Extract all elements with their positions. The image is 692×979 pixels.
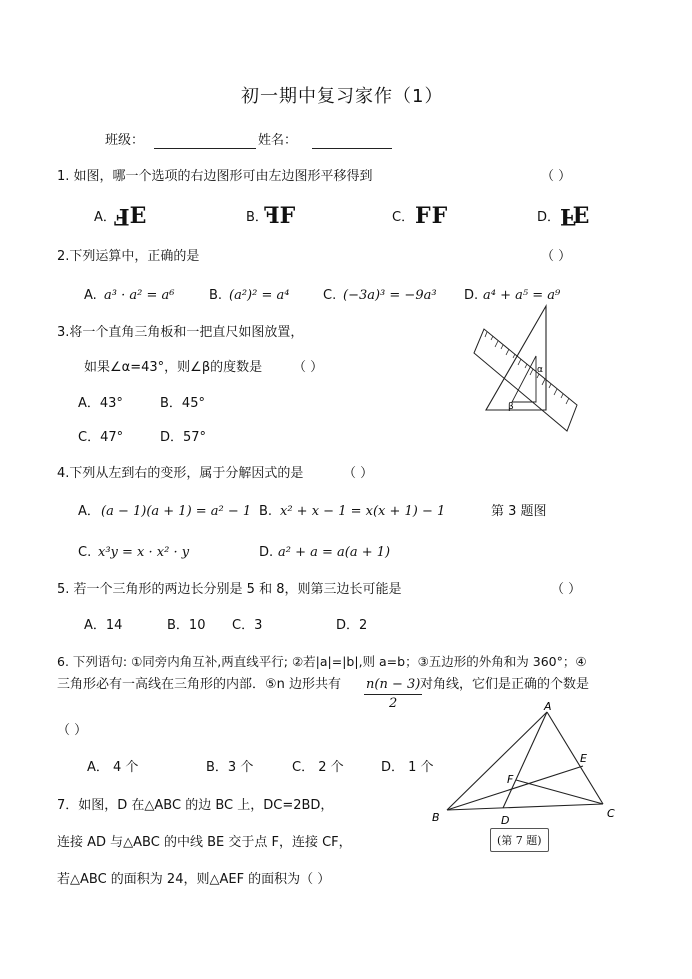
point-e-label: E [580,752,587,765]
q7-line-2: 连接 AD 与△ABC 的中线 BE 交于点 F，连接 CF， [57,835,352,850]
q1-a-e: E [129,203,144,229]
q4-option-b-expr[interactable]: x² + x − 1 = x(x + 1) − 1 [280,504,446,519]
q4-option-d-label: D. [259,545,274,560]
side-bc [447,804,603,810]
q1-text: 1. 如图，哪一个选项的右边图形可由左边图形平移得到 [57,169,373,184]
name-blank[interactable] [312,148,392,149]
q7-figure-caption: (第 7 题) [490,828,549,852]
q5-option-a[interactable]: A．14 [84,618,123,633]
q1-option-d-label: D． [537,210,561,225]
q2-option-c-expr[interactable]: (−3a)³ = −9a³ [343,288,437,303]
q3-option-b[interactable]: B．45° [160,396,205,411]
q3-figure [460,298,590,448]
q6-option-d[interactable]: D． 1 个 [381,760,434,775]
q1-option-b-figure[interactable] [267,205,292,227]
q1-b-mirrored-f: F [267,203,280,229]
q2-option-d-expr[interactable]: a⁴ + a⁵ = a⁹ [483,288,561,303]
q1-option-b-label: B． [246,210,268,225]
q3-answer-blank[interactable]: （ ） [293,360,324,375]
q1-option-c-label: C． [392,210,415,225]
class-label: 班级： [105,133,145,148]
q2-text: 2.下列运算中，正确的是 [57,249,200,264]
q4-option-c-label: C. [78,545,92,560]
point-c-label: C [607,807,615,820]
q6-fraction-denominator: 2 [389,696,398,711]
q6-option-b[interactable]: B．3 个 [206,760,254,775]
q5-answer-blank[interactable]: （ ） [551,582,582,597]
point-f-label: F [507,773,514,786]
q1-answer-blank[interactable]: （ ） [541,169,572,184]
q5-option-c[interactable]: C．3 [232,618,263,633]
q7-line-3: 若△ABC 的面积为 24，则△AEF 的面积为（ ） [57,872,331,887]
q6-line-1: 6. 下列语句: ①同旁内角互补,两直线平行; ②若|a|=|b|,则 a=b；③五边形的外角和为 360°；④ [57,654,587,669]
class-blank[interactable] [154,148,256,149]
alpha-label: α [537,365,543,375]
q3-option-d[interactable]: D．57° [160,430,207,445]
q3-text: 3.将一个直角三角板和一把直尺如图放置， [57,325,304,340]
ruler-shape [474,329,577,431]
q2-option-b-expr[interactable]: (a²)² = a⁴ [229,288,290,303]
q2-answer-blank[interactable]: （ ） [541,249,572,264]
q3-text-2: 如果∠α=43°，则∠β的度数是 [84,360,263,375]
q1-option-a-figure[interactable] [117,205,143,227]
q2-option-b-label: B. [209,288,223,303]
q1-d-flipped-f: F [560,203,573,229]
name-label: 姓名： [258,133,298,148]
q6-line-2a: 三角形必有一高线在三角形的内部．⑤n 边形共有 [57,677,342,692]
q2-option-a-expr[interactable]: a³ · a² = a⁶ [104,288,175,303]
q7-line-1: 7．如图，D 在△ABC 的边 BC 上，DC=2BD， [57,798,334,813]
q1-option-a-label: A． [94,210,116,225]
q4-text: 4.下列从左到右的变形，属于分解因式的是 [57,466,304,481]
q1-d-e: E [572,203,587,229]
page-title: 初一期中复习家作（1） [241,86,444,107]
q4-option-d-expr[interactable]: a² + a = a(a + 1) [278,545,391,560]
q6-fraction-numerator: n(n − 3) [364,676,422,695]
segment-ad [503,712,547,808]
median-be [447,766,583,810]
q1-b-f: F [279,203,293,229]
q1-option-c-figure[interactable]: FF [415,203,449,229]
q6-option-c[interactable]: C． 2 个 [292,760,344,775]
beta-label: β [508,402,514,412]
q4-option-c-expr[interactable]: x³y = x · x² · y [98,545,190,560]
q6-option-a[interactable]: A． 4 个 [87,760,139,775]
q1-a-flipped-f: F [117,203,130,229]
q3-option-c[interactable]: C．47° [78,430,124,445]
q5-option-b[interactable]: B．10 [167,618,206,633]
q4-option-a-label: A． [78,504,100,519]
point-d-label: D [501,814,510,825]
q3-option-a[interactable]: A．43° [78,396,123,411]
q4-answer-blank[interactable]: （ ） [343,466,374,481]
q6-fraction [364,676,422,713]
q3-figure-caption: 第 3 题图 [491,504,547,519]
side-ab [447,712,547,810]
q4-option-b-label: B. [259,504,273,519]
q4-option-a-expr[interactable]: (a − 1)(a + 1) = a² − 1 [101,504,252,519]
point-a-label: A [544,700,552,713]
q1-option-d-figure[interactable] [560,205,586,227]
q6-answer-blank[interactable]: （ ） [57,723,88,738]
q7-triangle-figure [425,700,625,825]
q6-line-2b: 对角线，它们是正确的个数是 [420,677,590,692]
side-ac [547,712,603,804]
q2-option-d-label: D. [464,288,479,303]
q5-option-d[interactable]: D．2 [336,618,368,633]
q5-text: 5. 若一个三角形的两边长分别是 5 和 8，则第三边长可能是 [57,582,402,597]
point-b-label: B [432,811,440,824]
q2-option-a-label: A. [84,288,97,303]
q2-option-c-label: C. [323,288,337,303]
